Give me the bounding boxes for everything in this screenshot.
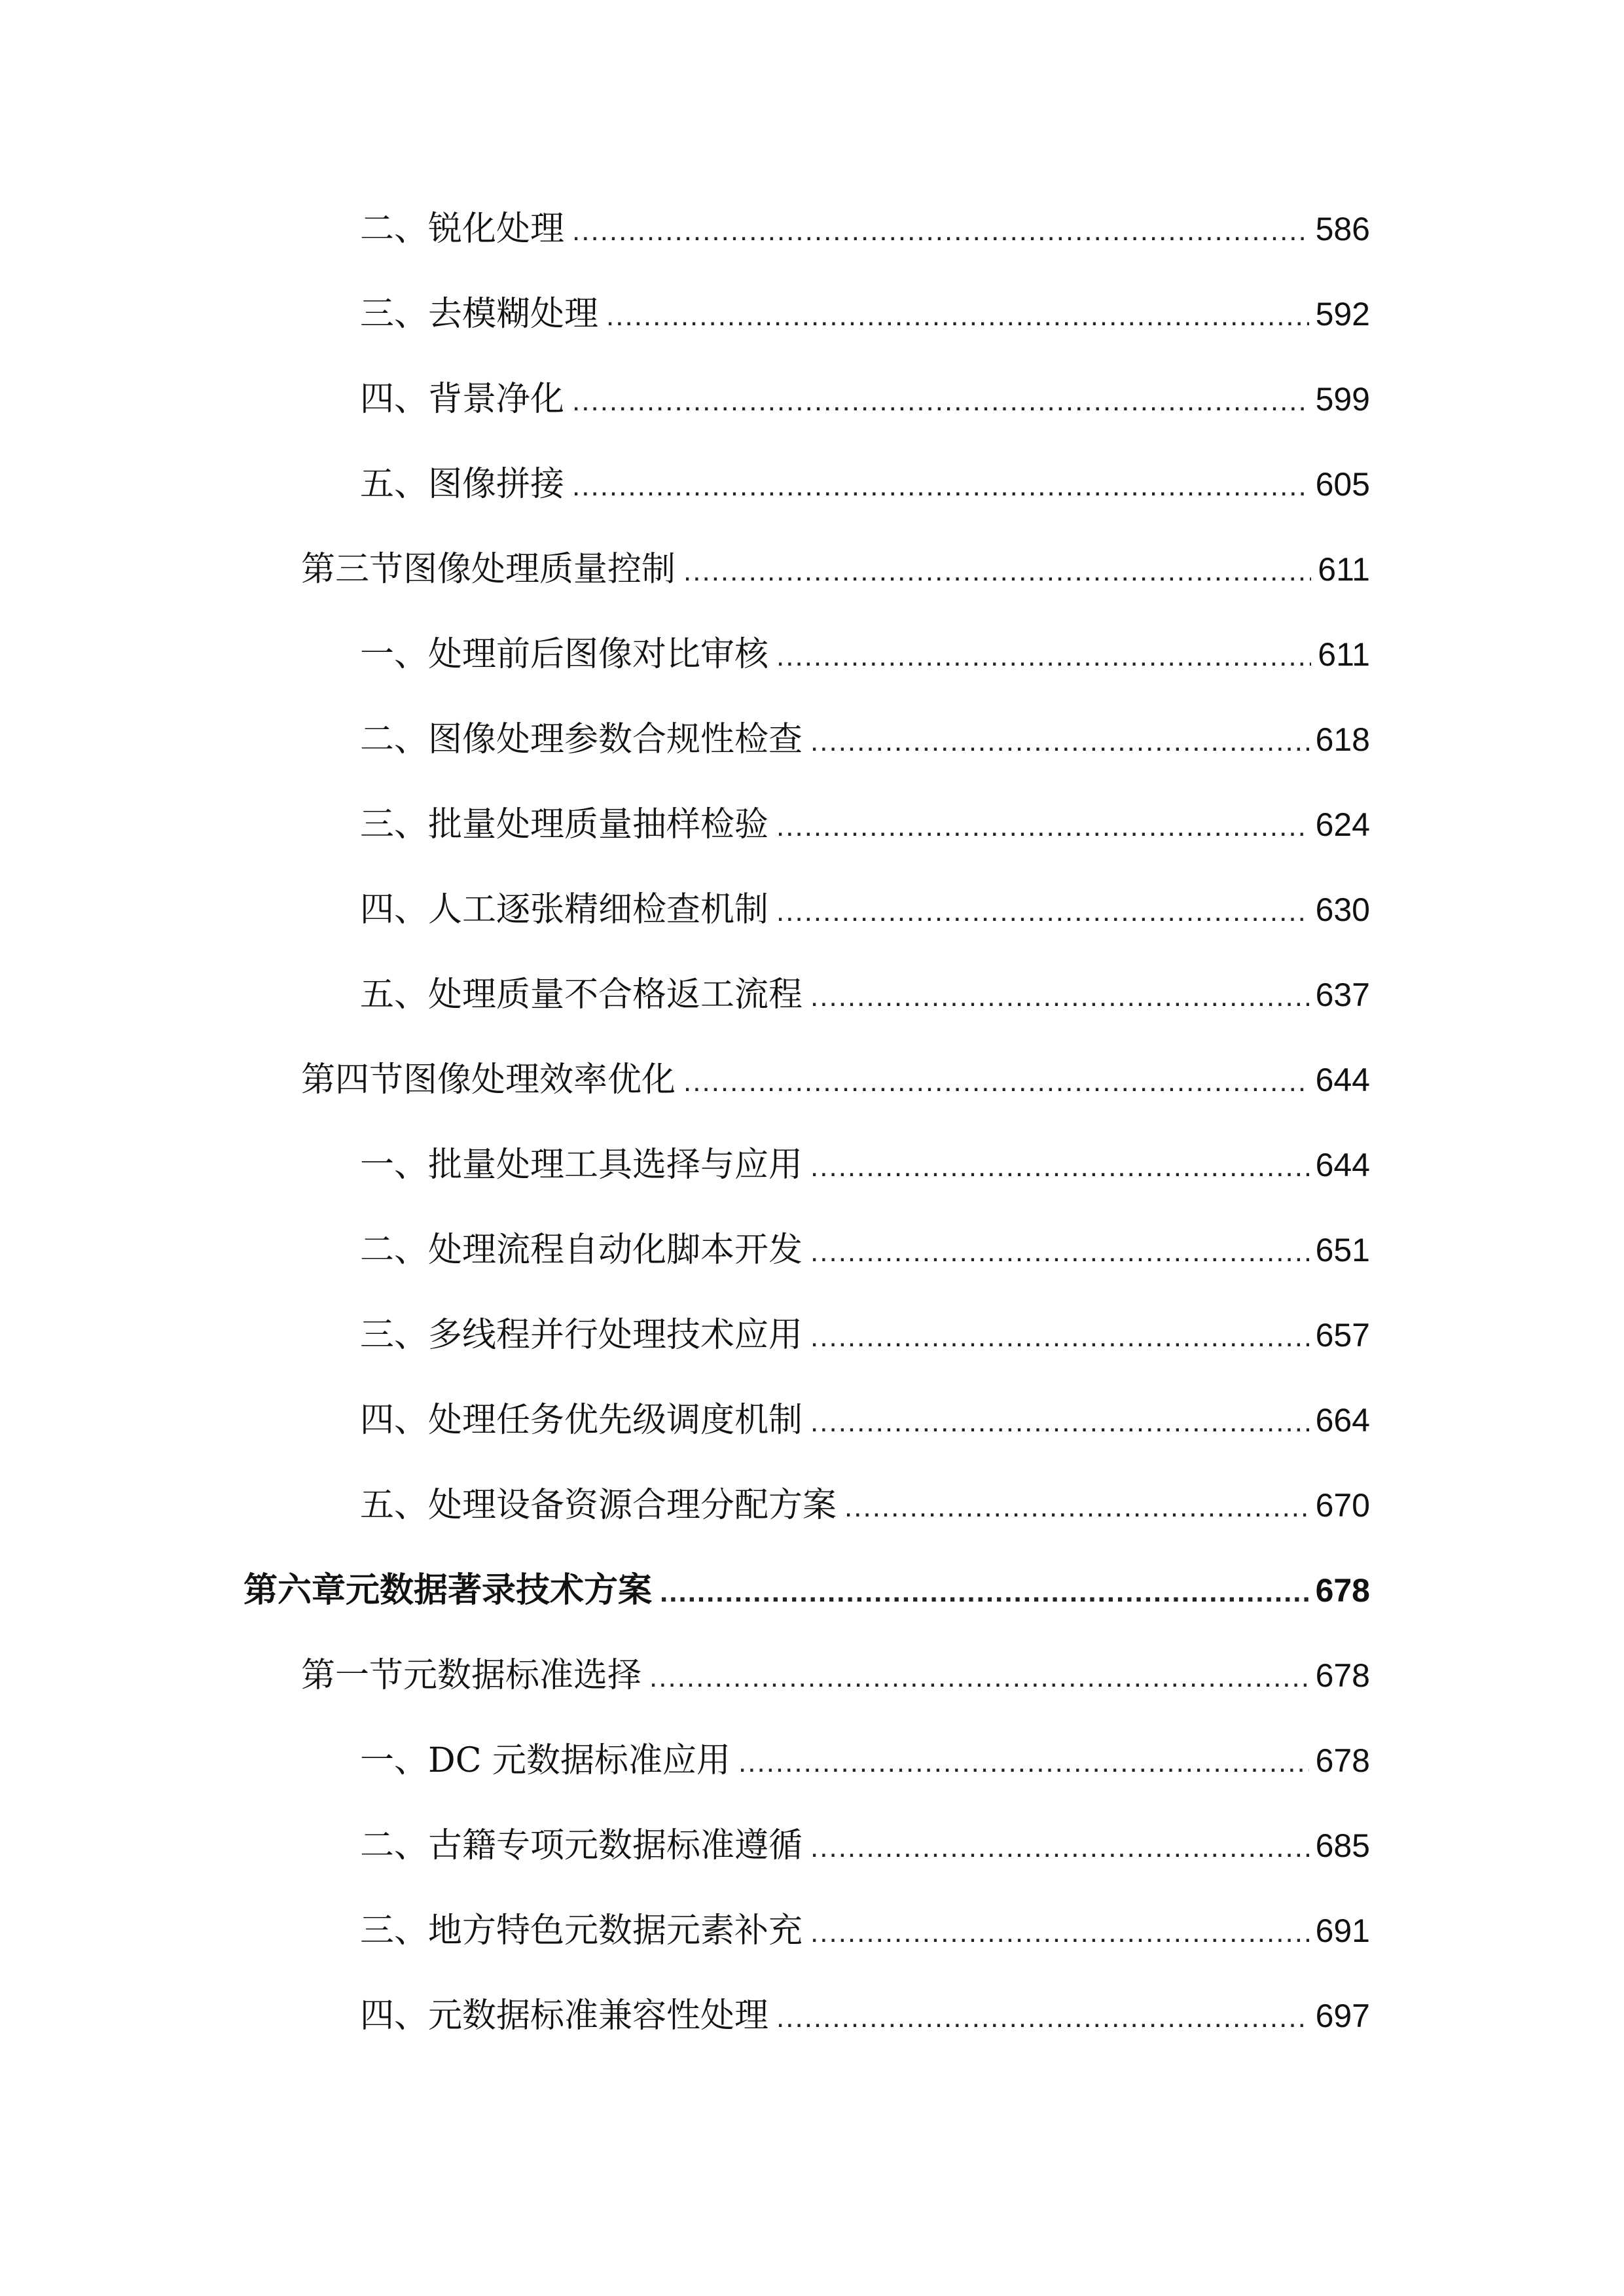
toc-entry-title: 第一节元数据标准选择 — [301, 1656, 642, 1695]
toc-entry-title: 五、处理设备资源合理分配方案 — [360, 1486, 837, 1525]
toc-entry-page: 624 — [1315, 806, 1370, 843]
toc-entry[interactable] — [360, 1217, 1370, 1283]
toc-leader-dots — [572, 368, 1309, 434]
toc-entry-title: 四、元数据标准兼容性处理 — [360, 1996, 769, 2036]
toc-entry-title: 四、处理任务优先级调度机制 — [360, 1401, 803, 1440]
toc-leader-dots — [776, 624, 1311, 689]
toc-entry-page: 630 — [1315, 891, 1370, 928]
toc-entry-page: 651 — [1315, 1232, 1370, 1268]
toc-entry-page: 592 — [1315, 296, 1370, 332]
toc-entry-page: 664 — [1315, 1402, 1370, 1439]
toc-leader-dots — [683, 539, 1311, 604]
toc-leader-dots — [776, 879, 1309, 944]
toc-entry[interactable] — [301, 537, 1370, 602]
toc-entry-page: 644 — [1315, 1147, 1370, 1183]
toc-entry-page: 697 — [1315, 1998, 1370, 2034]
toc-entry-title: 一、处理前后图像对比审核 — [360, 635, 769, 674]
toc-entry-page: 685 — [1315, 1827, 1370, 1864]
toc-entry-page: 678 — [1315, 1657, 1370, 1694]
toc-entry[interactable] — [360, 877, 1370, 942]
toc-entry[interactable] — [360, 622, 1370, 687]
toc-entry[interactable] — [360, 1302, 1370, 1368]
toc-entry-title: 二、图像处理参数合规性检查 — [360, 720, 803, 759]
toc-entry-page: 586 — [1315, 211, 1370, 247]
toc-entry-page: 605 — [1315, 466, 1370, 503]
toc-chapter-entry[interactable] — [244, 1558, 1370, 1623]
toc-entry-title: 三、地方特色元数据元素补充 — [360, 1911, 803, 1950]
toc-entry[interactable] — [301, 1047, 1370, 1113]
toc-entry-title: 四、背景净化 — [360, 380, 565, 419]
toc-leader-dots — [810, 1815, 1309, 1880]
toc-entry-title: 第六章元数据著录技术方案 — [244, 1571, 653, 1610]
toc-entry-title: 四、人工逐张精细检查机制 — [360, 890, 769, 929]
toc-entry[interactable] — [360, 792, 1370, 857]
toc-entry[interactable] — [360, 1983, 1370, 2049]
toc-entry-title: 五、图像拼接 — [360, 465, 565, 504]
toc-entry[interactable] — [360, 1898, 1370, 1964]
toc-leader-dots — [683, 1049, 1309, 1115]
toc-leader-dots — [810, 1390, 1309, 1455]
toc-entry-title: 三、批量处理质量抽样检验 — [360, 805, 769, 844]
toc-entry-page: 611 — [1318, 636, 1370, 673]
toc-entry[interactable] — [360, 1388, 1370, 1453]
toc-leader-dots — [572, 198, 1309, 264]
toc-entry-page: 611 — [1318, 551, 1370, 588]
toc-leader-dots — [776, 794, 1309, 859]
toc-entry-title: 二、锐化处理 — [360, 209, 565, 249]
toc-entry-title: 三、多线程并行处理技术应用 — [360, 1316, 803, 1355]
toc-entry-page: 670 — [1315, 1487, 1370, 1524]
toc-entry-page: 644 — [1315, 1062, 1370, 1098]
toc-leader-dots — [649, 1645, 1309, 1710]
toc-entry[interactable] — [360, 1132, 1370, 1198]
toc-entry-page: 599 — [1315, 381, 1370, 418]
toc-entry-page: 678 — [1315, 1572, 1370, 1609]
toc-leader-dots — [776, 1985, 1309, 2051]
toc-leader-dots — [810, 1304, 1309, 1370]
toc-entry[interactable] — [360, 281, 1370, 347]
toc-entry-title: 一、DC 元数据标准应用 — [360, 1741, 731, 1780]
toc-entry-title: 五、处理质量不合格返工流程 — [360, 975, 803, 1014]
toc-entry-page: 691 — [1315, 1912, 1370, 1949]
toc-entry-title: 一、批量处理工具选择与应用 — [360, 1145, 803, 1185]
toc-leader-dots — [810, 964, 1309, 1030]
toc-entry-title: 二、处理流程自动化脚本开发 — [360, 1230, 803, 1270]
toc-entry[interactable] — [360, 1728, 1370, 1793]
toc-leader-dots — [572, 454, 1309, 519]
toc-entry-title: 三、去模糊处理 — [360, 295, 599, 334]
toc-leader-dots — [606, 283, 1309, 349]
toc-entry-page: 657 — [1315, 1317, 1370, 1354]
toc-entry[interactable] — [360, 452, 1370, 517]
toc-entry-title: 第三节图像处理质量控制 — [301, 550, 676, 589]
toc-entry[interactable] — [360, 1473, 1370, 1538]
toc-leader-dots — [844, 1475, 1309, 1540]
toc-entry-title: 二、古籍专项元数据标准遵循 — [360, 1826, 803, 1865]
toc-leader-dots — [810, 1219, 1309, 1285]
toc-leader-dots — [660, 1560, 1309, 1625]
toc-entry[interactable] — [360, 962, 1370, 1028]
toc-entry-page: 678 — [1315, 1742, 1370, 1779]
toc-entry[interactable] — [360, 196, 1370, 262]
toc-entry[interactable] — [301, 1643, 1370, 1708]
toc-entry-page: 618 — [1315, 721, 1370, 758]
toc-leader-dots — [810, 1900, 1309, 1965]
toc-entry-page: 637 — [1315, 977, 1370, 1013]
toc-entry[interactable] — [360, 1813, 1370, 1878]
toc-entry[interactable] — [360, 367, 1370, 432]
toc-leader-dots — [810, 1134, 1309, 1200]
toc-leader-dots — [810, 709, 1309, 774]
toc-entry-title: 第四节图像处理效率优化 — [301, 1060, 676, 1100]
toc-leader-dots — [738, 1730, 1309, 1795]
toc-entry[interactable] — [360, 707, 1370, 772]
